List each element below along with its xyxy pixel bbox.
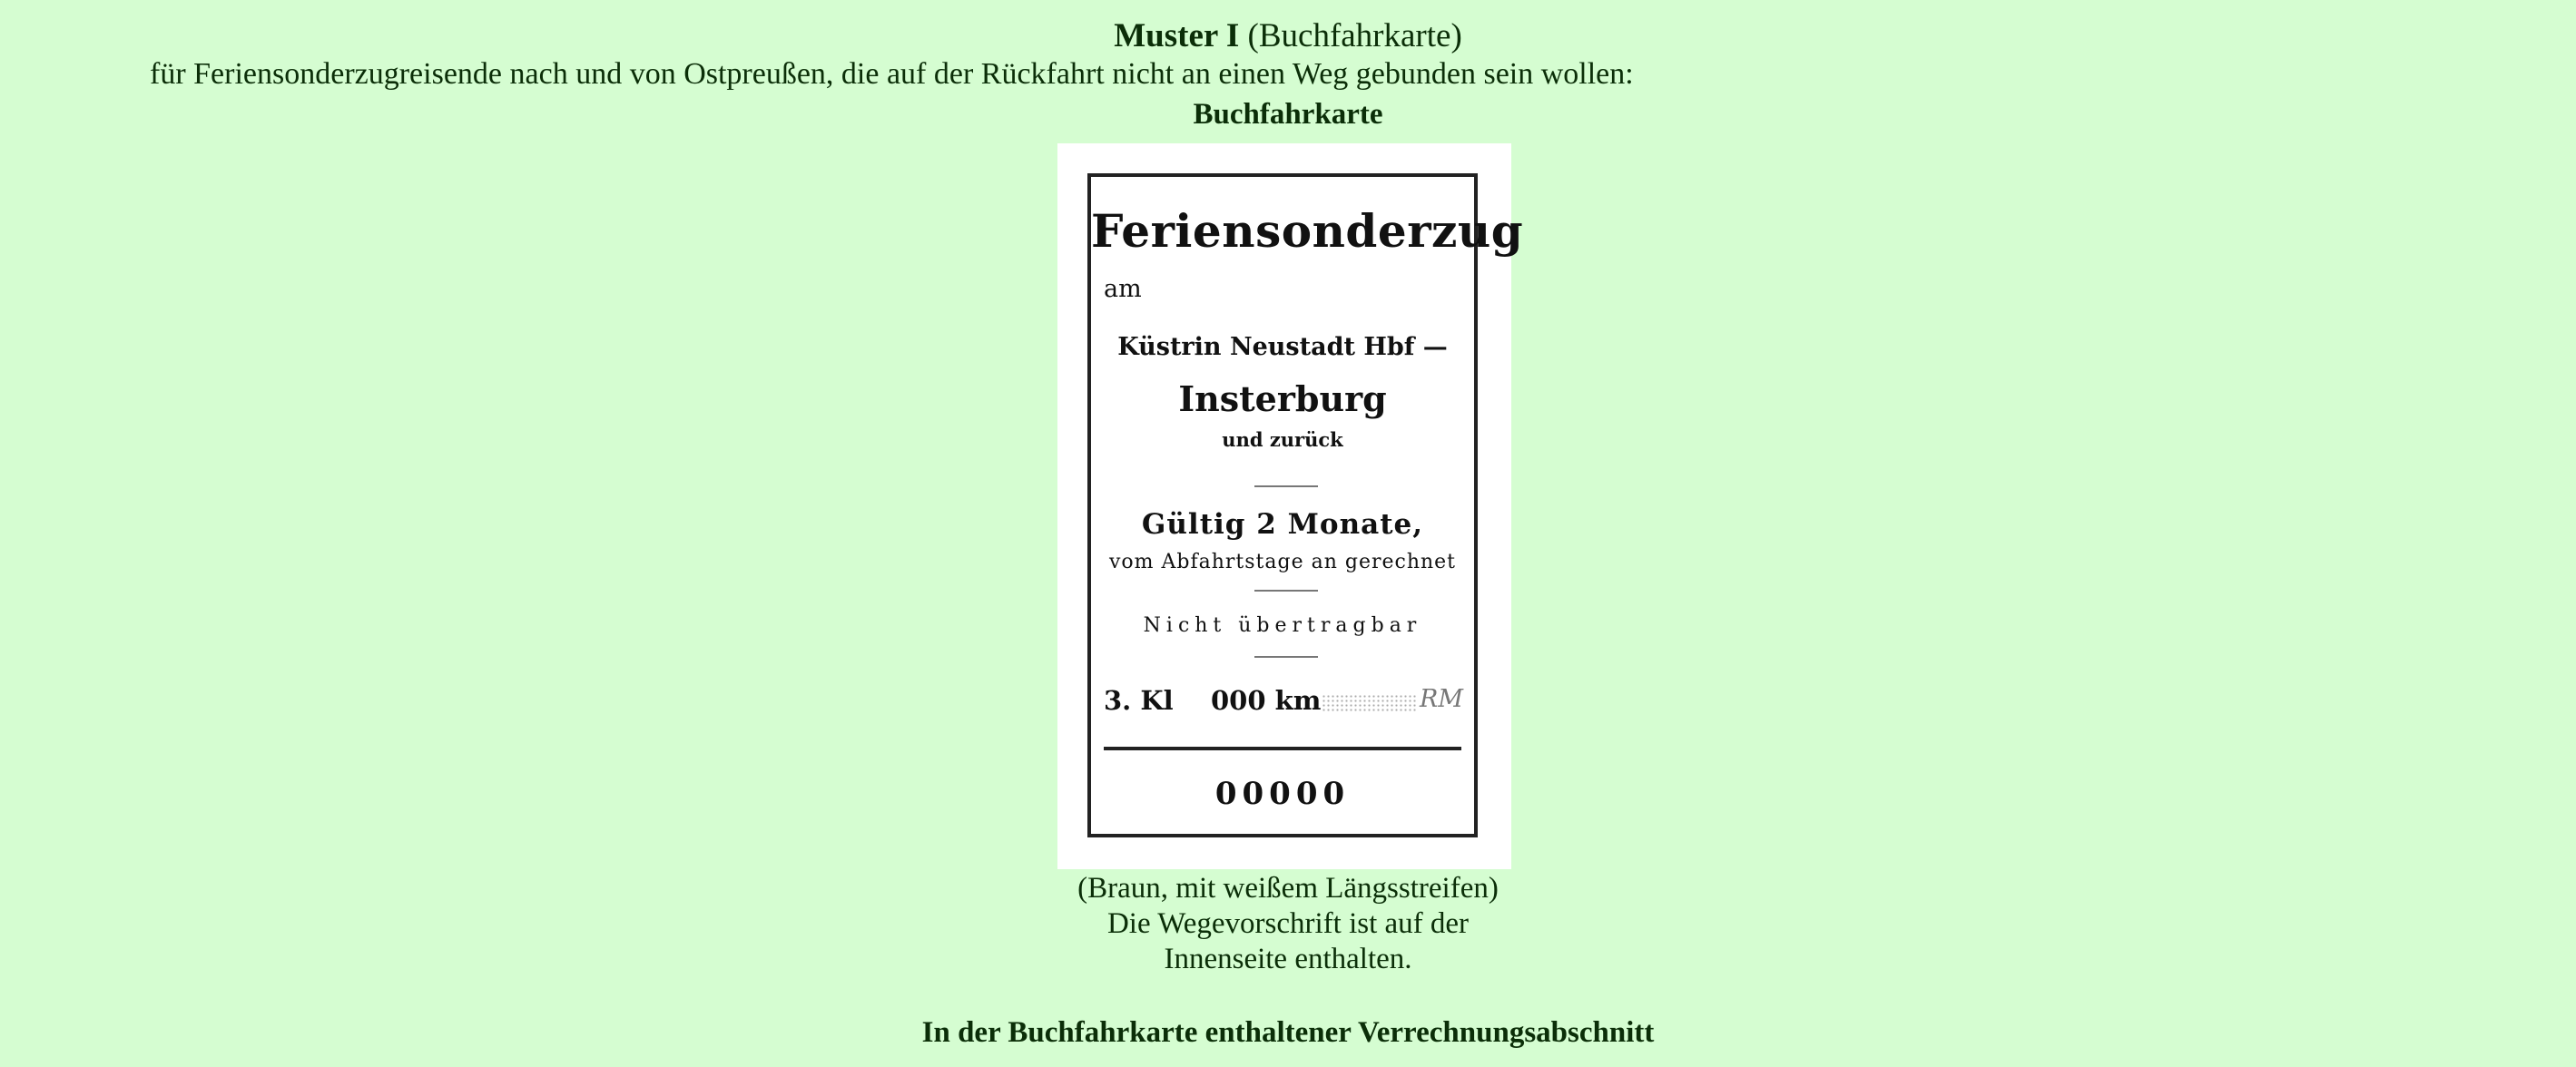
heading-rest: (Buchfahrkarte): [1239, 17, 1462, 54]
ticket-valid: Gültig 2 Monate,: [1141, 508, 1424, 541]
ticket-title: Feriensonderzug: [1091, 204, 1524, 258]
ticket-back: und zurück: [1222, 428, 1343, 451]
ticket-divider: [1254, 485, 1318, 487]
ticket-price-dots: [1322, 694, 1416, 712]
ticket-caption: [0, 871, 2576, 977]
ticket-card: [1087, 173, 1524, 837]
caption-line: Innenseite enthalten.: [1164, 943, 1412, 975]
caption-line: (Braun, mit weißem Längsstreifen): [1077, 872, 1499, 905]
ticket-from: Küstrin Neustadt Hbf —: [1117, 333, 1448, 361]
caption-line: Die Wegevorschrift ist auf der: [1106, 907, 1470, 940]
heading-bold: Muster I: [1114, 17, 1240, 54]
ticket-image: [1057, 143, 1524, 869]
page-subheading: für Feriensonderzugreisende nach und von Ostpreußen, die auf der Rückfahrt nicht an einen Weg gebunden sein wollen:: [150, 57, 1634, 91]
ticket-currency: RM: [1420, 685, 1463, 713]
ticket-thick-rule: [1104, 747, 1461, 750]
ticket-divider: [1254, 590, 1318, 592]
ticket-number: 00000: [1214, 776, 1351, 812]
ticket-km: 000 km: [1211, 685, 1322, 716]
ticket-class: 3. Kl: [1104, 685, 1174, 716]
ticket-from-day: vom Abfahrtstage an gerechnet: [1108, 551, 1457, 573]
ticket-to: Insterburg: [1178, 378, 1387, 419]
ticket-am: am: [1104, 275, 1142, 303]
ticket-divider: [1254, 656, 1318, 658]
footer-title: In der Buchfahrkarte enthaltener Verrechnungsabschnitt: [921, 1016, 1655, 1049]
ticket-class-row: [1104, 685, 1465, 721]
section-title: Buchfahrkarte: [1193, 98, 1383, 131]
ticket-not-transferable: Nicht übertragbar: [1143, 614, 1422, 637]
